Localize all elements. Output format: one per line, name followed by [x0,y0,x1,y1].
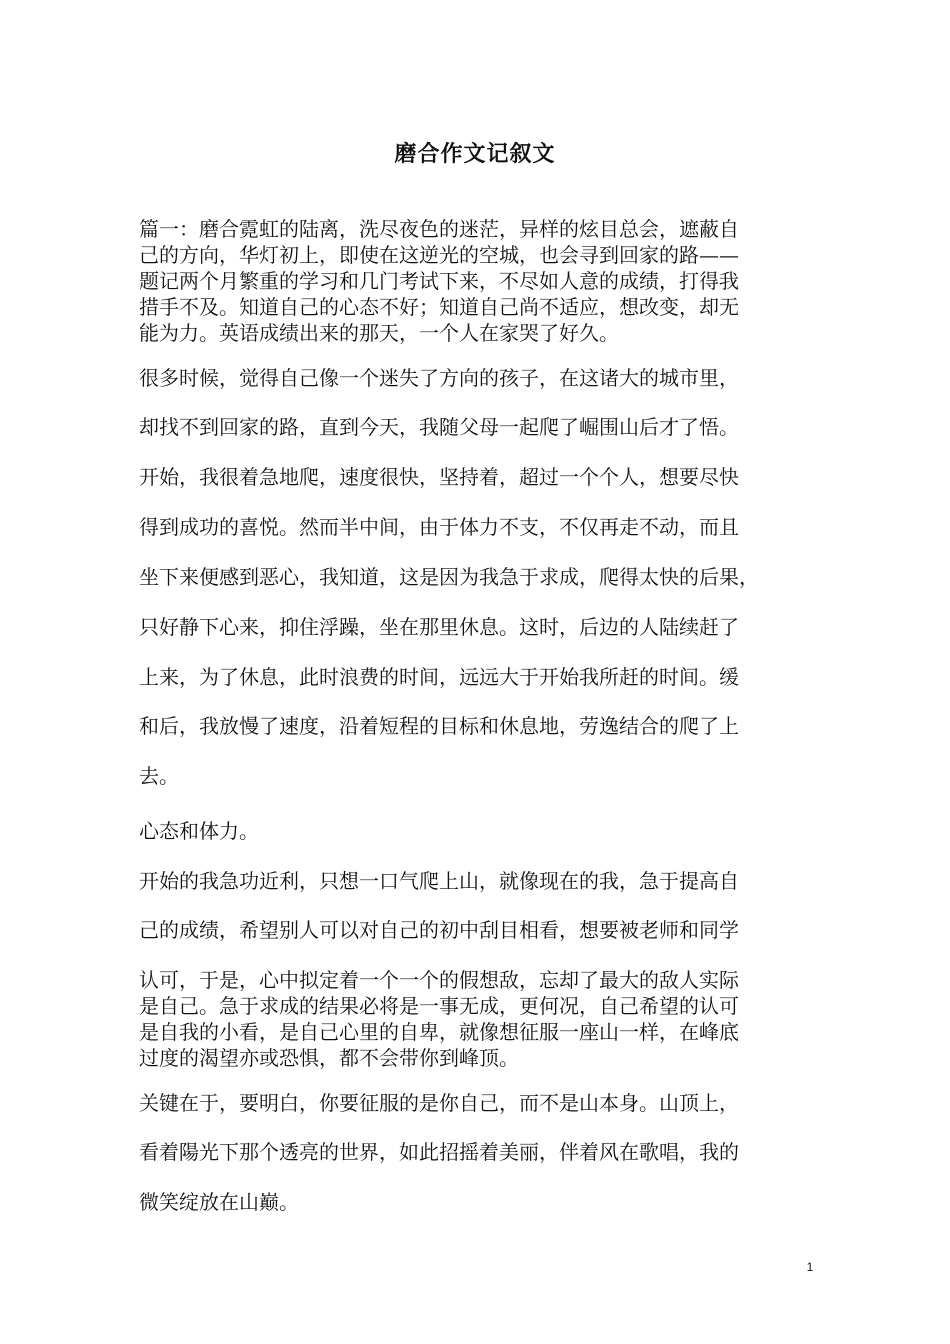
text-line: 是自己。急于求成的结果必将是一事无成，更何况，自己希望的认可 [139,994,739,1018]
text-line: 篇一：磨合霓虹的陆离，洗尽夜色的迷茫，异样的炫目总会，遮蔽自 [139,217,739,241]
text-line: 上来，为了休息，此时浪费的时间，远远大于开始我所赶的时间。缓 [139,665,739,689]
text-line: 己的方向，华灯初上，即使在这逆光的空城，也会寻到回家的路—— [139,243,739,267]
text-line: 坐下来便感到恶心，我知道，这是因为我急于求成，爬得太快的后果， [139,565,759,589]
text-line: 己的成绩，希望别人可以对自己的初中刮目相看，想要被老师和同学 [139,918,739,942]
text-line: 微笑绽放在山巅。 [139,1190,299,1214]
text-line: 是自我的小看，是自己心里的自卑，就像想征服一座山一样，在峰底 [139,1020,739,1044]
text-line: 看着陽光下那个透亮的世界，如此招摇着美丽，伴着风在歌唱，我的 [139,1140,739,1164]
text-line: 能为力。英语成绩出来的那天，一个人在家哭了好久。 [139,321,619,345]
text-line: 措手不及。知道自己的心态不好；知道自己尚不适应，想改变，却无 [139,295,739,319]
text-line: 很多时候，觉得自己像一个迷失了方向的孩子，在这诸大的城市里， [139,366,739,390]
text-line: 得到成功的喜悦。然而半中间，由于体力不支，不仅再走不动，而且 [139,515,739,539]
text-line: 只好静下心来，抑住浮躁，坐在那里休息。这时，后边的人陆续赶了 [139,615,739,639]
text-line: 心态和体力。 [139,819,259,843]
page-number: 1 [806,1260,814,1274]
text-line: 去。 [139,764,179,788]
text-line: 关键在于，要明白，你要征服的是你自己，而不是山本身。山顶上， [139,1091,739,1115]
document-title: 磨合作文记叙文 [394,142,556,167]
text-line: 过度的渴望亦或恐惧，都不会带你到峰顶。 [139,1046,519,1070]
text-line: 却找不到回家的路，直到今天，我随父母一起爬了崛围山后才了悟。 [139,415,739,439]
text-line: 题记两个月繁重的学习和几门考试下来，不尽如人意的成绩，打得我 [139,269,739,293]
text-line: 认可，于是，心中拟定着一个一个的假想敌，忘却了最大的敌人实际 [139,968,739,992]
text-line: 和后，我放慢了速度，沿着短程的目标和休息地，劳逸结合的爬了上 [139,714,739,738]
text-line: 开始的我急功近利，只想一口气爬上山，就像现在的我，急于提高自 [139,869,739,893]
text-line: 开始，我很着急地爬，速度很快，坚持着，超过一个个人，想要尽快 [139,465,739,489]
